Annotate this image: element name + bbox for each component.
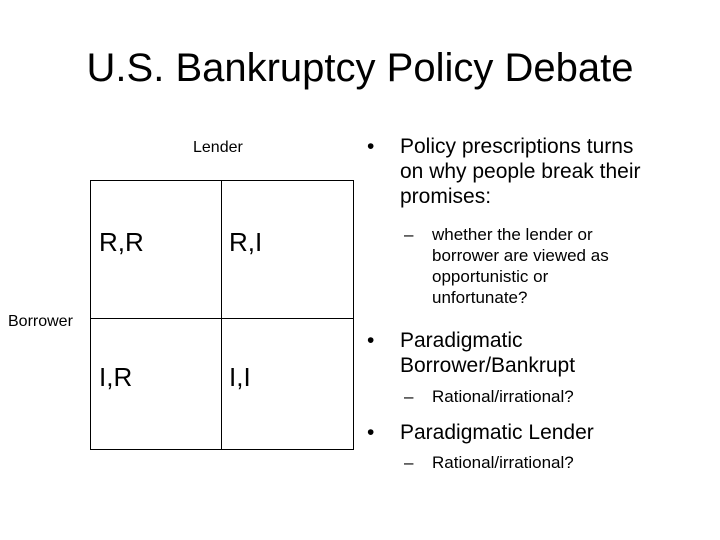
matrix-cell-ir: I,R [99, 362, 133, 392]
bullet-marker: • [367, 135, 375, 158]
matrix-cell-ii: I,I [229, 362, 251, 392]
sub-bullet-text [432, 224, 609, 308]
matrix-vertical-divider [221, 181, 222, 449]
bullet-text [400, 420, 594, 445]
bullet-line: Policy prescriptions turns [400, 135, 634, 158]
borrower-axis-label: Borrower [8, 313, 73, 330]
sub-bullet-line: opportunistic or [432, 267, 549, 286]
sub-bullet-line: Rational/irrational? [432, 453, 574, 472]
bullet-text [400, 134, 641, 209]
matrix-horizontal-divider [91, 318, 353, 319]
matrix-cell-ri: R,I [229, 227, 263, 257]
bullet-line: promises: [400, 185, 492, 208]
payoff-matrix [90, 180, 354, 450]
sub-bullet-text [432, 452, 574, 473]
matrix-cell-rr: R,R [99, 227, 144, 257]
sub-bullet-marker: – [404, 387, 414, 406]
sub-bullet-line: whether the lender or [432, 225, 593, 244]
sub-bullet-marker: – [404, 225, 414, 244]
sub-bullet-line: borrower are viewed as [432, 246, 609, 265]
lender-axis-label: Lender [193, 139, 243, 156]
sub-bullet-line: Rational/irrational? [432, 387, 574, 406]
sub-bullet-line: unfortunate? [432, 288, 528, 307]
sub-bullet-text [432, 386, 574, 407]
bullet-marker: • [367, 421, 375, 444]
bullet-text [400, 328, 575, 378]
bullet-line: Paradigmatic Lender [400, 421, 594, 444]
bullet-line: Paradigmatic [400, 329, 523, 352]
bullet-line: Borrower/Bankrupt [400, 354, 576, 377]
bullet-line: on why people break their [400, 160, 641, 183]
bullet-marker: • [367, 329, 375, 352]
sub-bullet-marker: – [404, 453, 414, 472]
slide-title: U.S. Bankruptcy Policy Debate [86, 46, 634, 90]
